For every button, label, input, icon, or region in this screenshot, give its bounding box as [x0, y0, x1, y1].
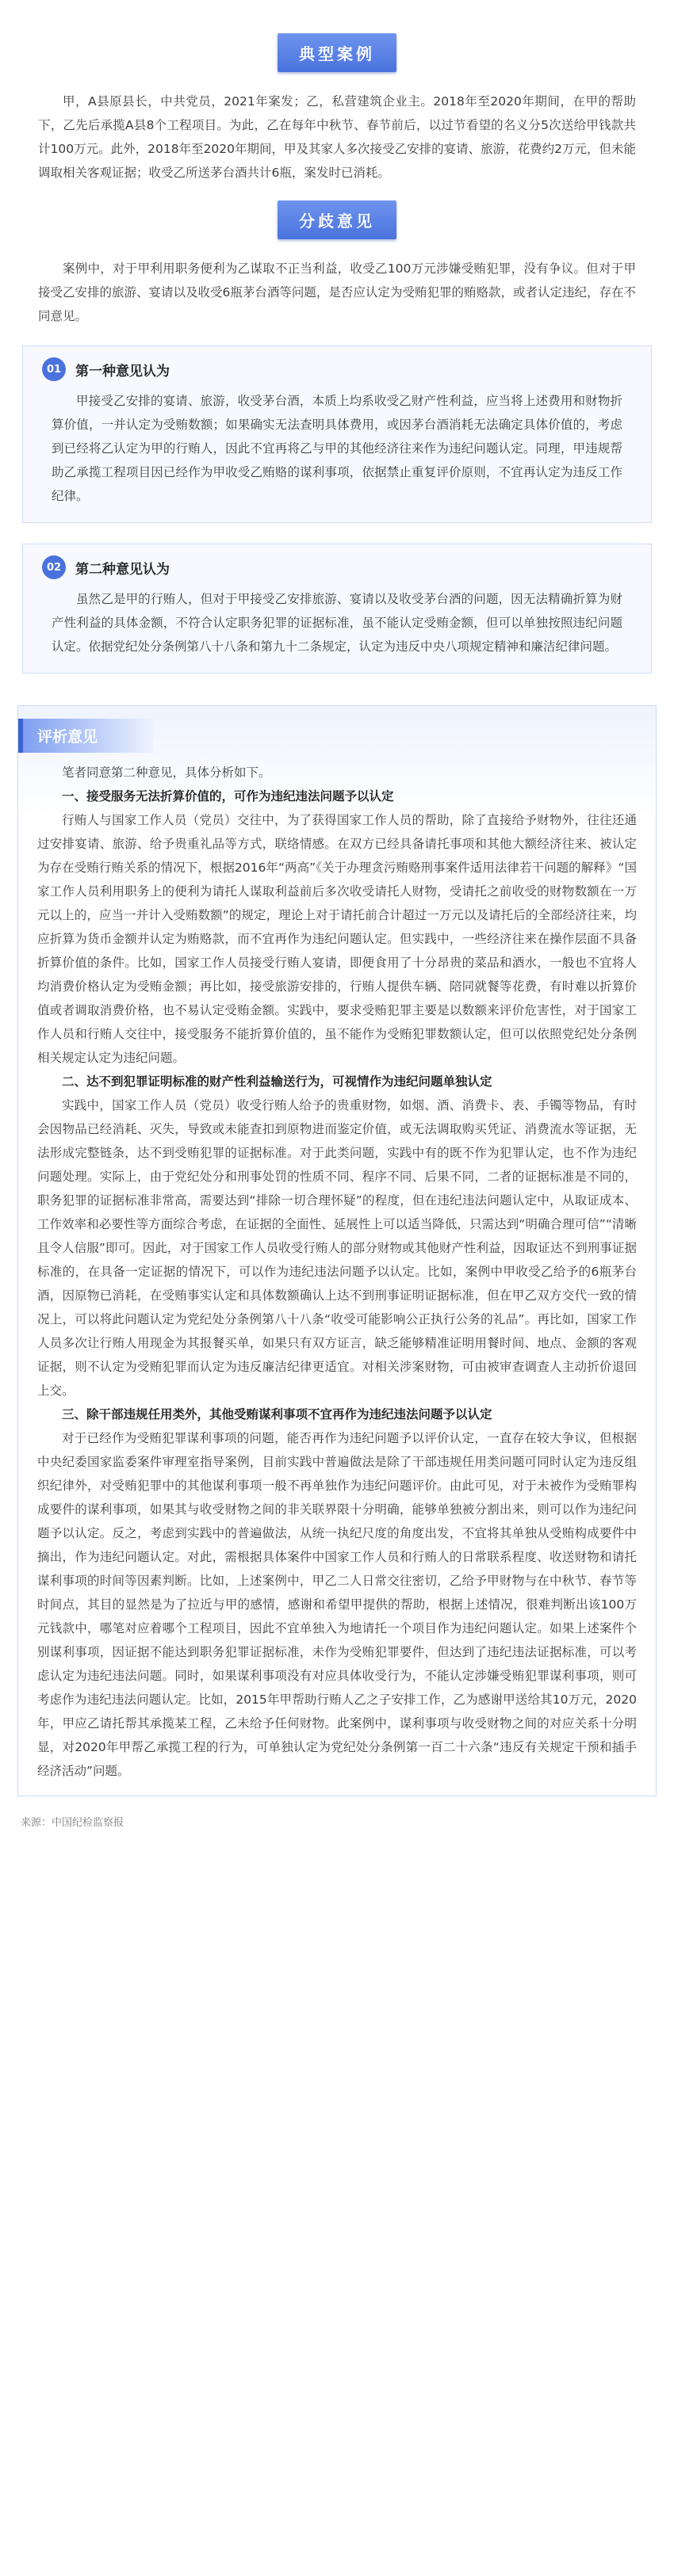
case-section-title: 典型案例 [278, 33, 396, 72]
opinion-number-badge: 02 [42, 555, 66, 579]
opinion-header [42, 555, 632, 579]
opinion-header [42, 357, 632, 381]
review-intro: 笔者同意第二种意见，具体分析如下。 [62, 765, 271, 780]
divergence-paragraph: 案例中，对于甲利用职务便利为乙谋取不正当利益，收受乙100万元涉嫌受贿犯罪，没有争议。但对于甲接受乙安排的旅游、宴请以及收受6瓶茅台酒等问题，是否应认定为受贿犯罪的贿赂款，或者认定违纪，存在不同意见。 [38, 261, 636, 323]
case-paragraph: 甲，A县原县长，中共党员，2021年案发；乙，私营建筑企业主。2018年至2020年期间，在甲的帮助下，乙先后承揽A县8个工程项目。为此，乙在每年中秋节、春节前后，以过节看望的名义分5次送给甲钱款共计100万元。此外，2018年至2020年期间，甲及其家人多次接受乙安排的宴请、旅游，花费约2万元，但未能调取相关客观证据；收受乙所送茅台酒共计6瓶，案发时已消耗。 [38, 94, 636, 180]
opinion-box-2 [22, 544, 652, 674]
opinion-label: 第一种意见认为 [75, 363, 170, 380]
opinion-box-1 [22, 345, 652, 523]
review-paragraph-3: 对于已经作为受贿犯罪谋利事项的问题，能否再作为违纪问题予以评价认定，一直存在较大争议，但根据中央纪委国家监委案件审理室指导案例，目前实践中普遍做法是除了干部违规任用类问题可同时认定为违反组织纪律外，对受贿犯罪中的其他谋利事项一般不再单独作为违纪问题评价。由此可见，对于未被作为受贿罪构成要件的谋利事项，如果其与收受财物之间的非关联界限十分明确，能够单独被分割出来，则可以作为违纪问题予以认定。反之，考虑到实践中的普遍做法，从统一执纪尺度的角度出发，不宜将其单独从受贿构成要件中摘出，作为违纪问题认定。对此，需根据具体案件中国家工作人员和行贿人的日常联系程度、收送财物和请托谋利事项的时间等因素判断。比如，上述案例中，甲乙二人日常交往密切，乙给予甲财物与在中秋节、春节等时间点，其目的显然是为了拉近与甲的感情，感谢和希望甲提供的帮助，根据上述情况，很难判断出该100万元钱款中，哪笔对应着哪个工程项目，因此不宜单独入为地请托一个项目作为违纪问题认定。如果上述案件个别谋利事项，因证据不能达到职务犯罪证据标准，未作为受贿犯罪要件，但达到了违纪违法证据标准，可以考虑认定为违纪违法问题。同时，如果谋利事项没有对应具体收受行为，不能认定涉嫌受贿犯罪谋利事项，则可考虑作为违纪违法问题认定。比如，2015年甲帮助行贿人乙之子安排工作，乙为感谢甲送给其10万元，2020年，甲应乙请托帮其承揽某工程，乙未给予任何财物。此案例中，谋利事项与收受财物之间的对应关系十分明显，对2020年甲帮乙承揽工程的行为，可单独认定为党纪处分条例第一百二十六条“违反有关规定干预和插手经济活动”问题。 [37, 1431, 637, 1778]
review-paragraph-1: 行贿人与国家工作人员（党员）交往中，为了获得国家工作人员的帮助，除了直接给予财物外，往往还通过安排宴请、旅游、给予贵重礼品等方式，联络情感。在双方已经具备请托事项和其他大额经济往来、被认定为存在受贿行贿关系的情况下，根据2016年“两高”《关于办理贪污贿赂刑事案件适用法律若干问题的解释》“国家工作人员利用职务上的便利为请托人谋取利益前后多次收受请托人财物，受请托之前收受的财物数额在一万元以上的，应当一并计入受贿数额”的规定，理论上对于请托前合计超过一万元以及请托后的全部经济往来，均应折算为货币金额并认定为贿赂款，而不宜再作为违纪问题认定。但实践中，一些经济往来在操作层面不具备折算价值的条件。比如，国家工作人员接受行贿人宴请，即便食用了十分昂贵的菜品和酒水，一般也不宜将人均消费价格认定为受贿金额；再比如，接受旅游安排的，行贿人提供车辆、陪同就餐等花费，有时难以折算价值或者调取消费价格，也不易认定受贿金额。实践中，要求受贿犯罪主要是以数额来评价危害性，对于国家工作人员和行贿人交往中，接受服务不能折算价值的，虽不能作为受贿犯罪数额认定，但可以依照党纪处分条例相关规定认定为违纪问题。 [37, 813, 637, 1065]
opinion-text: 甲接受乙安排的宴请、旅游，收受茅台酒，本质上均系收受乙财产性利益，应当将上述费用和财物折算价值，一并认定为受贿数额；如果确实无法查明具体费用，或因茅台酒消耗无法确定具体价值的，考虑到已经将乙认定为甲的行贿人，因此不宜再将乙与甲的其他经济往来作为违纪问题认定。同理，甲违规帮助乙承揽工程项目因已经作为甲收受乙贿赂的谋利事项，依据禁止重复评价原则，不宜再认定为违反工作纪律。 [52, 394, 622, 503]
opinion-label: 第二种意见认为 [75, 561, 170, 578]
review-box [17, 705, 657, 1796]
divergence-section-title: 分歧意见 [278, 200, 396, 239]
review-paragraph-2: 实践中，国家工作人员（党员）收受行贿人给予的贵重财物，如烟、酒、消费卡、表、手镯等物品，有时会因物品已经消耗、灭失，导致或未能查扣到原物进而鉴定价值，或无法调取购买凭证、消费流水等证据，无法形成完整链条，达不到受贿犯罪的证据标准。对于此类问题，实践中有的既不作为犯罪认定，也不作为违纪问题处理。实际上，由于党纪处分和刑事处罚的性质不同、程序不同、后果不同，二者的证据标准是不同的，职务犯罪的证据标准非常高，需要达到“排除一切合理怀疑”的程度，但在违纪违法问题认定中，从取证成本、工作效率和必要性等方面综合考虑，在证据的全面性、延展性上可以适当降低，只需达到“明确合理可信”“清晰且令人信服”即可。因此，对于国家工作人员收受行贿人的部分财物或其他财产性利益，因取证达不到刑事证据标准的，在具备一定证据的情况下，可以作为违纪违法问题予以认定。比如，案例中甲收受乙给予的6瓶茅台酒，因原物已消耗，在受贿事实认定和具体数额确认上达不到刑事证明证据标准，但在甲乙双方交代一致的情况上，可以将此问题认定为党纪处分条例第八十八条“收受可能影响公正执行公务的礼品”。再比如，国家工作人员多次让行贿人用现金为其报餐买单，如果只有双方证言，缺乏能够精准证明用餐时间、地点、金额的客观证据，则不认定为受贿犯罪而认定为违反廉洁纪律更适宜。对相关涉案财物，可由被审查调查人主动折价退回上交。 [37, 1098, 637, 1398]
opinion-text: 虽然乙是甲的行贿人，但对于甲接受乙安排旅游、宴请以及收受茅台酒的问题，因无法精确折算为财产性利益的具体金额，不符合认定职务犯罪的证据标准，虽不能认定受贿金额，但可以单独按照违纪问题认定。依据党纪处分条例第八十八条和第九十二条规定，认定为违反中央八项规定精神和廉洁纪律问题。 [52, 592, 622, 654]
review-section-title: 评析意见 [18, 719, 153, 753]
review-heading-2: 二、达不到犯罪证明标准的财产性利益输送行为，可视情作为违纪问题单独认定 [62, 1074, 492, 1089]
review-heading-1: 一、接受服务无法折算价值的，可作为违纪违法问题予以认定 [62, 789, 394, 803]
opinion-number-badge: 01 [42, 357, 66, 381]
review-heading-3: 三、除干部违规任用类外，其他受贿谋利事项不宜再作为违纪违法问题予以认定 [62, 1407, 492, 1422]
source-credit: 来源：中国纪检监察报 [21, 1817, 124, 1829]
